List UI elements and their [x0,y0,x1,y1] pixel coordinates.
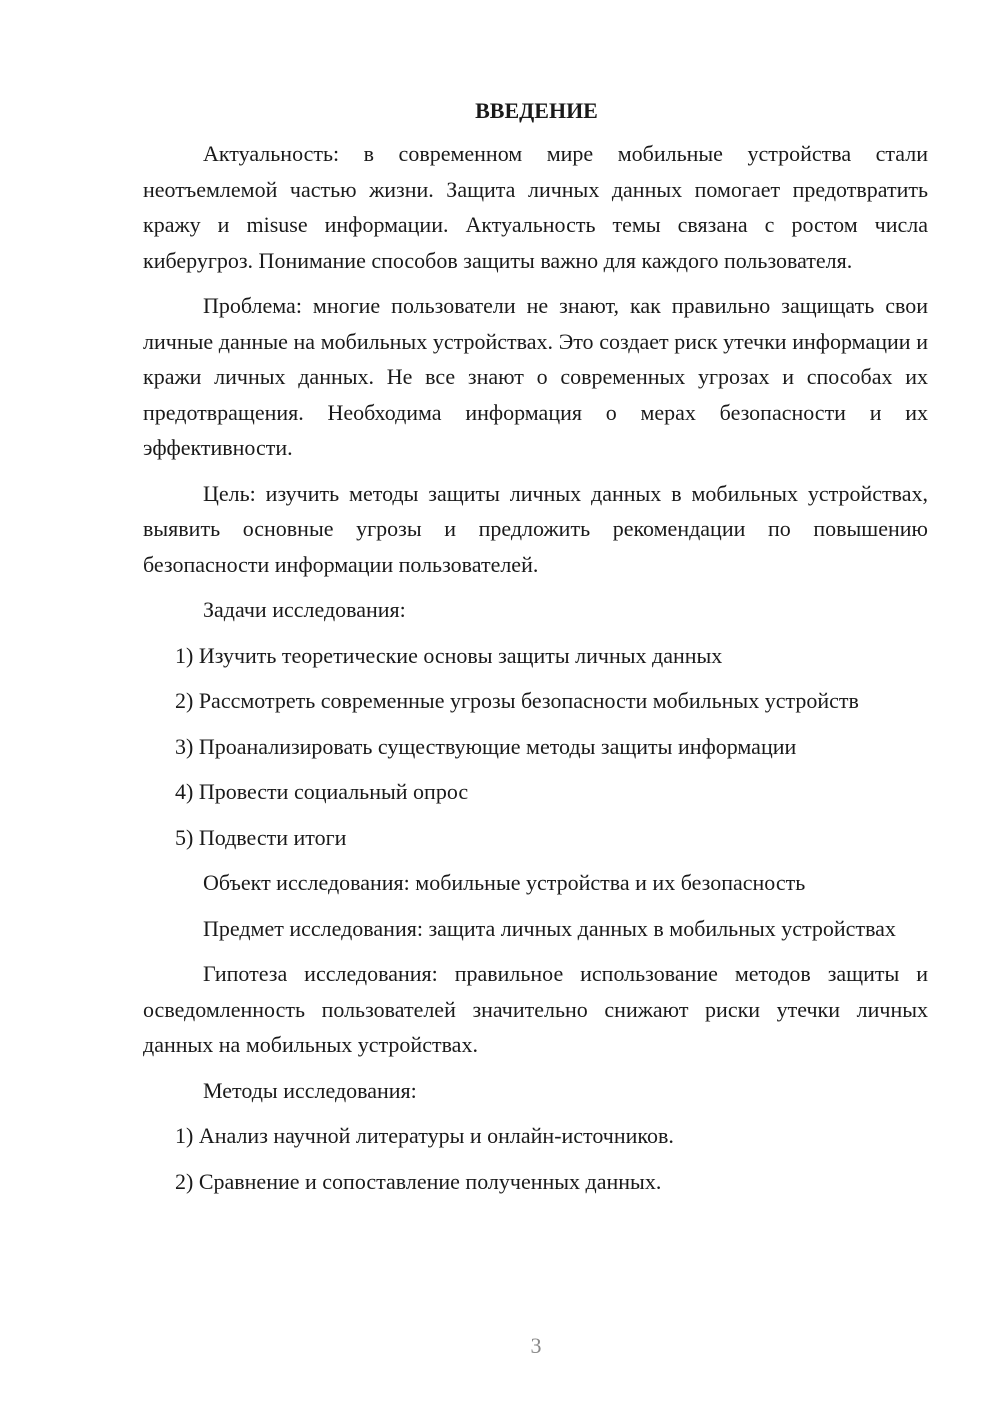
task-item-4: 4) Провести социальный опрос [175,779,469,804]
task-item-3: 3) Проанализировать существующие методы защиты информации [175,733,797,759]
task-item-2: 2) Рассмотреть современные угрозы безопасности мобильных устройств [175,688,859,713]
page-number: 3 [530,1333,542,1358]
paragraph-object: Объект исследования: мобильные устройства и их безопасность [203,870,806,895]
tasks-heading: Задачи исследования: [203,597,406,622]
page-content [143,96,928,1199]
task-item-5: 5) Подвести итоги [175,824,347,850]
section-title: ВВЕДЕНИЕ [475,98,598,123]
paragraph-subject: Предмет исследования: защита личных данных в мобильных устройствах [203,915,896,941]
paragraph-hypothesis: Гипотеза исследования: правильное использование методов защиты и осведомленность пользователей значительно снижают риски утечки личных данных на мобильных устройствах. [143,961,928,1057]
paragraph-relevance: Актуальность: в современном мире мобильные устройства стали неотъемлемой частью жизни. Защита личных данных помогает предотвратить кражу и misuse информации. Актуальность темы связана с ростом числа киберугроз. Понимание способов защиты важно для каждого пользователя. [143,141,928,273]
method-item-1: 1) Анализ научной литературы и онлайн-источников. [175,1123,674,1148]
method-item-2: 2) Сравнение и сопоставление полученных данных. [175,1168,662,1194]
paragraph-goal: Цель: изучить методы защиты личных данных в мобильных устройствах, выявить основные угрозы и предложить рекомендации по повышению безопасности информации пользователей. [143,480,928,577]
task-item-1: 1) Изучить теоретические основы защиты личных данных [175,642,723,668]
paragraph-problem: Проблема: многие пользователи не знают, как правильно защищать свои личные данные на мобильных устройствах. Это создает риск утечки информации и кражи личных данных. Не все знают о современных угрозах и способах их предотвращения. Необходима информация о мерах безопасности и их эффективности. [143,293,928,460]
methods-heading: Методы исследования: [203,1077,417,1103]
